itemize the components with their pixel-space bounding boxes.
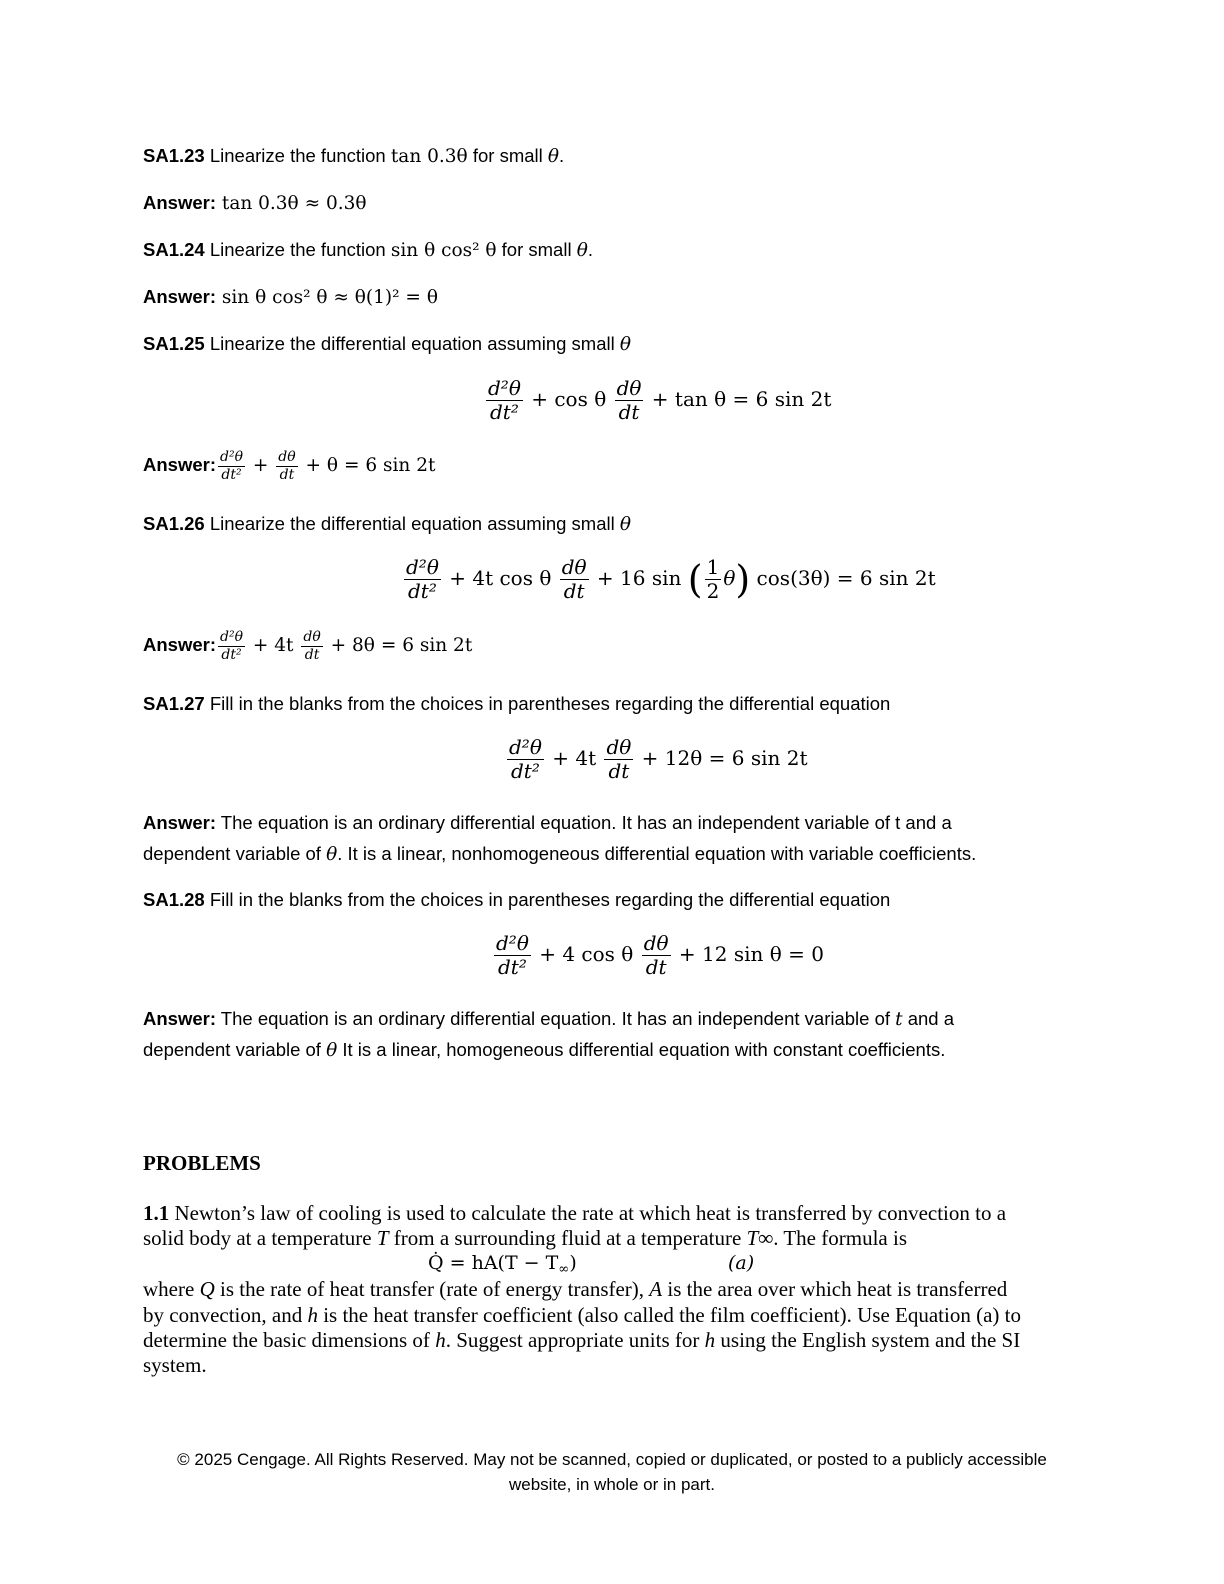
sa1-26-equation: $\frac{\text{d²θ}}{\text{dt²}}$ + 4t cos θ $\frac{d\theta}{dt}$ + 16 sin ( $\frac{1}{2}$ θ) cos(3θ) = 6 sin 2t (406, 555, 936, 603)
sa1-25-label: SA1.25 (143, 333, 205, 354)
problem-1-1-line5: determine the basic dimensions of h. Suggest appropriate units for h using the English system and the SI (143, 1328, 1021, 1352)
sa1-27-answer-line2: dependent variable of θ. It is a linear, nonhomogeneous differential equation with variable coefficients. (143, 843, 977, 865)
problem-1-1-label: 1.1 (143, 1201, 170, 1225)
problem-1-1-line3: where Q is the rate of heat transfer (rate of energy transfer), A is the area over which heat is transferred (143, 1277, 1008, 1301)
sa1-26-label: SA1.26 (143, 513, 205, 534)
sa1-27-answer-line1: Answer: The equation is an ordinary differential equation. It has an independent variable of t and a (143, 812, 952, 833)
sa1-24-answer: Answer: sin θ cos² θ ≈ θ(1)² = θ (143, 286, 438, 308)
formula-tag: (a) (728, 1252, 755, 1274)
sa1-24-question: SA1.24 Linearize the function sin θ cos² θ for small θ. (143, 239, 593, 261)
sa1-27-question: SA1.27 Fill in the blanks from the choices in parentheses regarding the differential equation (143, 693, 891, 714)
sa1-25-answer: Answer: $\frac{\text{d²θ}}{\text{dt²}}$ + $\frac{d\theta}{dt}$ + θ = 6 sin 2t (143, 449, 436, 483)
copyright-footer-line1: © 2025 Cengage. All Rights Reserved. May not be scanned, copied or duplicated, or posted to a publicly accessible (177, 1450, 1047, 1469)
sa1-23-question: SA1.23 Linearize the function tan 0.3θ for small θ. (143, 145, 565, 167)
problem-1-1-line6: system. (143, 1353, 207, 1377)
sa1-28-answer-line2: dependent variable of θ It is a linear, homogeneous differential equation with constant coefficients. (143, 1039, 946, 1061)
newton-cooling-formula: Q̇ = $hA(T - T_\infty)$ (428, 1252, 577, 1277)
problem-1-1-line4: by convection, and h is the heat transfer coefficient (also called the film coefficient). Use Equation (a) to (143, 1303, 1021, 1327)
sa1-27-equation: $\frac{\text{d²θ}}{\text{dt²}}$ + 4t $\frac{d\theta}{dt}$ + 12θ = 6 sin 2t (509, 735, 808, 783)
problem-1-1-line1: 1.1 Newton’s law of cooling is used to calculate the rate at which heat is transferred by convection to a (143, 1201, 1007, 1225)
sa1-23-answer: Answer: tan 0.3θ ≈ 0.3θ (143, 192, 367, 214)
sa1-27-label: SA1.27 (143, 693, 205, 714)
sa1-28-question: SA1.28 Fill in the blanks from the choices in parentheses regarding the differential equation (143, 889, 891, 910)
sa1-25-question: SA1.25 Linearize the differential equation assuming small θ (143, 333, 631, 355)
sa1-26-answer: Answer: $\frac{\text{d²θ}}{\text{dt²}}$ + 4t $\frac{d\theta}{dt}$ + 8θ = 6 sin 2t (143, 629, 473, 663)
sa1-26-question: SA1.26 Linearize the differential equation assuming small θ (143, 513, 631, 535)
copyright-footer-line2: website, in whole or in part. (509, 1475, 715, 1494)
sa1-28-equation: $\frac{\text{d²θ}}{\text{dt²}}$ + 4 cos θ $\frac{d\theta}{dt}$ + 12 sin θ = 0 (496, 931, 824, 979)
sa1-23-label: SA1.23 (143, 145, 205, 166)
sa1-28-answer-line1: Answer: The equation is an ordinary differential equation. It has an independent variable of t and a (143, 1008, 955, 1030)
problems-heading: PROBLEMS (143, 1151, 261, 1175)
sa1-24-label: SA1.24 (143, 239, 205, 260)
sa1-28-label: SA1.28 (143, 889, 205, 910)
problem-1-1-line2: solid body at a temperature T from a surrounding fluid at a temperature T∞. The formula is (143, 1226, 907, 1250)
sa1-25-equation: $\frac{\text{d²θ}}{\text{dt²}}$ + cos θ $\frac{d\theta}{dt}$ + tan θ = 6 sin 2t (488, 376, 832, 424)
